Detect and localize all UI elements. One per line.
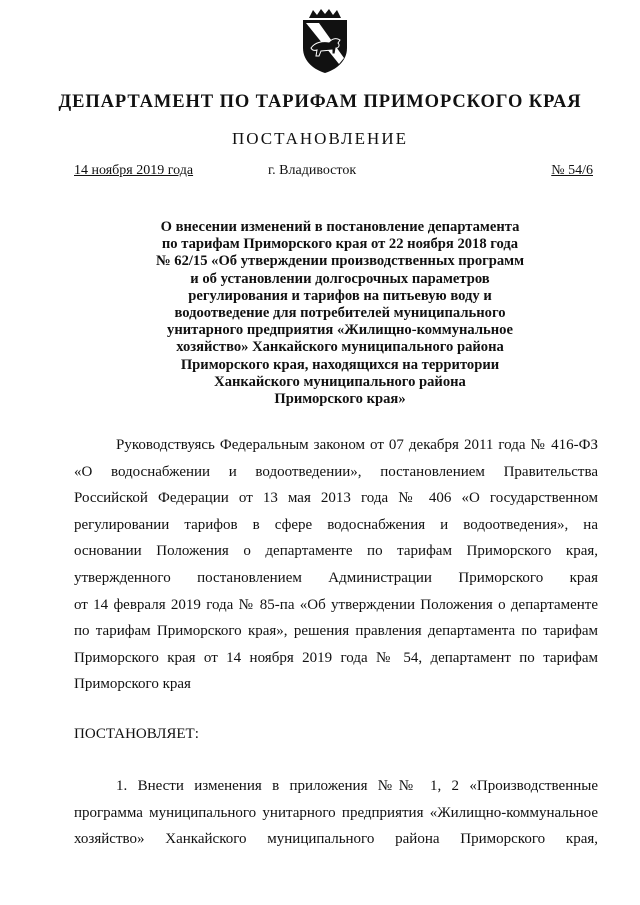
- coat-of-arms-icon: [299, 8, 351, 74]
- subject-line: по тарифам Приморского края от 22 ноября 2018 года: [161, 236, 519, 253]
- paragraph-line: от 14 февраля 2019 года № 85-па «Об утверждении Положения о департаменте: [74, 596, 598, 613]
- preamble-paragraph: [74, 432, 598, 698]
- paragraph-line: по тарифам Приморского края», решения правления департамента по тарифам: [74, 623, 598, 640]
- subject-line: О внесении изменений в постановление департамента: [160, 219, 520, 235]
- paragraph-line: «О водоснабжении и водоотведении», постановлением Правительства: [74, 463, 598, 480]
- paragraph-line: хозяйство» Ханкайского муниципального района Приморского края,: [74, 831, 598, 848]
- paragraph-line: Российской Федерации от 13 мая 2013 года № 406 «О государственном: [74, 490, 598, 507]
- subject-line: Приморского края»: [274, 391, 406, 408]
- subject-line: регулирования и тарифов на питьевую воду и: [188, 287, 492, 304]
- document-type: ПОСТАНОВЛЕНИЕ: [231, 129, 408, 148]
- document-date: 14 ноября 2019 года: [74, 163, 194, 178]
- resolve-heading: ПОСТАНОВЛЯЕТ:: [74, 726, 199, 742]
- paragraph-line: 1. Внести изменения в приложения №№ 1, 2 «Производственные: [116, 778, 598, 794]
- paragraph-line: программа муниципального унитарного предприятия «Жилищно-коммунальное: [74, 804, 598, 821]
- subject-line: и об установлении долгосрочных параметров: [190, 270, 490, 287]
- subject-line: Ханкайского муниципального района: [214, 373, 466, 390]
- paragraph-line: основании Положения о департаменте по тарифам Приморского края,: [74, 543, 598, 560]
- paragraph-line: Приморского края: [74, 676, 191, 693]
- paragraph-line: Приморского края от 14 ноября 2019 года № 54, департамент по тарифам: [74, 649, 598, 666]
- subject-line: унитарного предприятия «Жилищно-коммунальное: [167, 322, 513, 339]
- paragraph-line: регулировании тарифов в сфере водоснабжения и водоотведения», на: [74, 516, 598, 533]
- subject-line: Приморского края, находящихся на территории: [180, 356, 500, 373]
- subject-line: хозяйство» Ханкайского муниципального района: [176, 339, 504, 356]
- document-subject: [130, 219, 550, 408]
- paragraph-line: утвержденного постановлением Администрации Приморского края: [74, 569, 598, 586]
- subject-line: водоотведение для потребителей муниципального: [174, 305, 506, 322]
- department-title: ДЕПАРТАМЕНТ ПО ТАРИФАМ ПРИМОРСКОГО КРАЯ: [58, 92, 582, 112]
- resolution-item-1: [74, 773, 598, 853]
- subject-line: № 62/15 «Об утверждении производственных программ: [155, 253, 525, 270]
- document-city: г. Владивосток: [268, 163, 357, 178]
- paragraph-line: Руководствуясь Федеральным законом от 07 декабря 2011 года № 416-ФЗ: [116, 437, 598, 453]
- document-number: № 54/6: [551, 163, 593, 178]
